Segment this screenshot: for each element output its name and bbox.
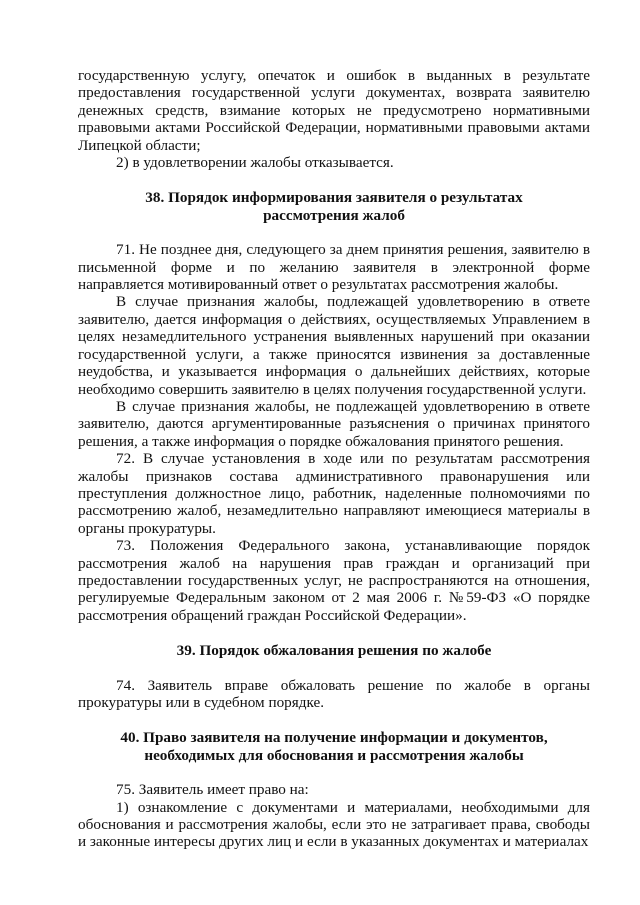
section-38-heading-line1: 38. Порядок информирования заявителя о результатах <box>145 189 523 207</box>
paragraph-75-item-1: 1) ознакомление с документами и материалами, необходимыми для обоснования и рассмотрения жалобы, если это не затрагивает права, свободы и законные интересы других лиц и если в указанных документах и материалах <box>78 798 590 851</box>
paragraph-75: 75. Заявитель имеет право на: <box>116 781 309 799</box>
document-body <box>78 67 590 851</box>
paragraph-74: 74. Заявитель вправе обжаловать решение по жалобе в органы прокуратуры или в судебном порядке. <box>78 676 590 711</box>
section-39-heading: 39. Порядок обжалования решения по жалобе <box>176 642 492 660</box>
section-40-heading-line2: необходимых для обоснования и рассмотрения жалобы <box>144 746 524 764</box>
section-38-heading-line2: рассмотрения жалоб <box>263 206 405 224</box>
paragraph-72: 72. В случае установления в ходе или по результатам рассмотрения жалобы признаков состава административного правонарушения или преступления должностное лицо, работник, наделенные полномочиями по рассмотрению жалоб, незамедлительно направляют имеющиеся материалы в органы прокуратуры. <box>78 450 590 537</box>
paragraph-continuation: государственную услугу, опечаток и ошибок в выданных в результате предоставления государственной услуги документах, возврата заявителю денежных средств, взимание которых не предусмотрено нормативными правовыми актами Российской Федерации, нормативными правовыми актами Липецкой области; <box>78 67 590 154</box>
section-40-heading-line1: 40. Право заявителя на получение информации и документов, <box>120 729 548 747</box>
paragraph-73: 73. Положения Федерального закона, устанавливающие порядок рассмотрения жалоб на нарушения прав граждан и организаций при предоставлении государственных услуг, не распространяются на отношения, регулируемые Федеральным законом от 2 мая 2006 г. №59-ФЗ «О порядке рассмотрения обращений граждан Российской Федерации». <box>78 537 590 624</box>
paragraph-item-2: 2) в удовлетворении жалобы отказывается. <box>116 154 394 172</box>
section-40-heading <box>78 729 590 764</box>
paragraph-71: 71. Не позднее дня, следующего за днем принятия решения, заявителю в письменной форме и по желанию заявителя в электронной форме направляется мотивированный ответ о результатах рассмотрения жалобы. <box>78 241 590 294</box>
section-38-heading <box>78 189 590 224</box>
paragraph-71-satisfied: В случае признания жалобы, подлежащей удовлетворению в ответе заявителю, дается информация о действиях, осуществляемых Управлением в целях незамедлительного устранения выявленных нарушений при оказании государственной услуги, а также приносятся извинения за доставленные неудобства, и указывается информация о дальнейших действиях, которые необходимо совершить заявителю в целях получения государственной услуги. <box>78 293 590 398</box>
paragraph-71-rejected: В случае признания жалобы, не подлежащей удовлетворению в ответе заявителю, даются аргументированные разъяснения о причинах принятого решения, а также информация о порядке обжалования принятого решения. <box>78 397 590 450</box>
